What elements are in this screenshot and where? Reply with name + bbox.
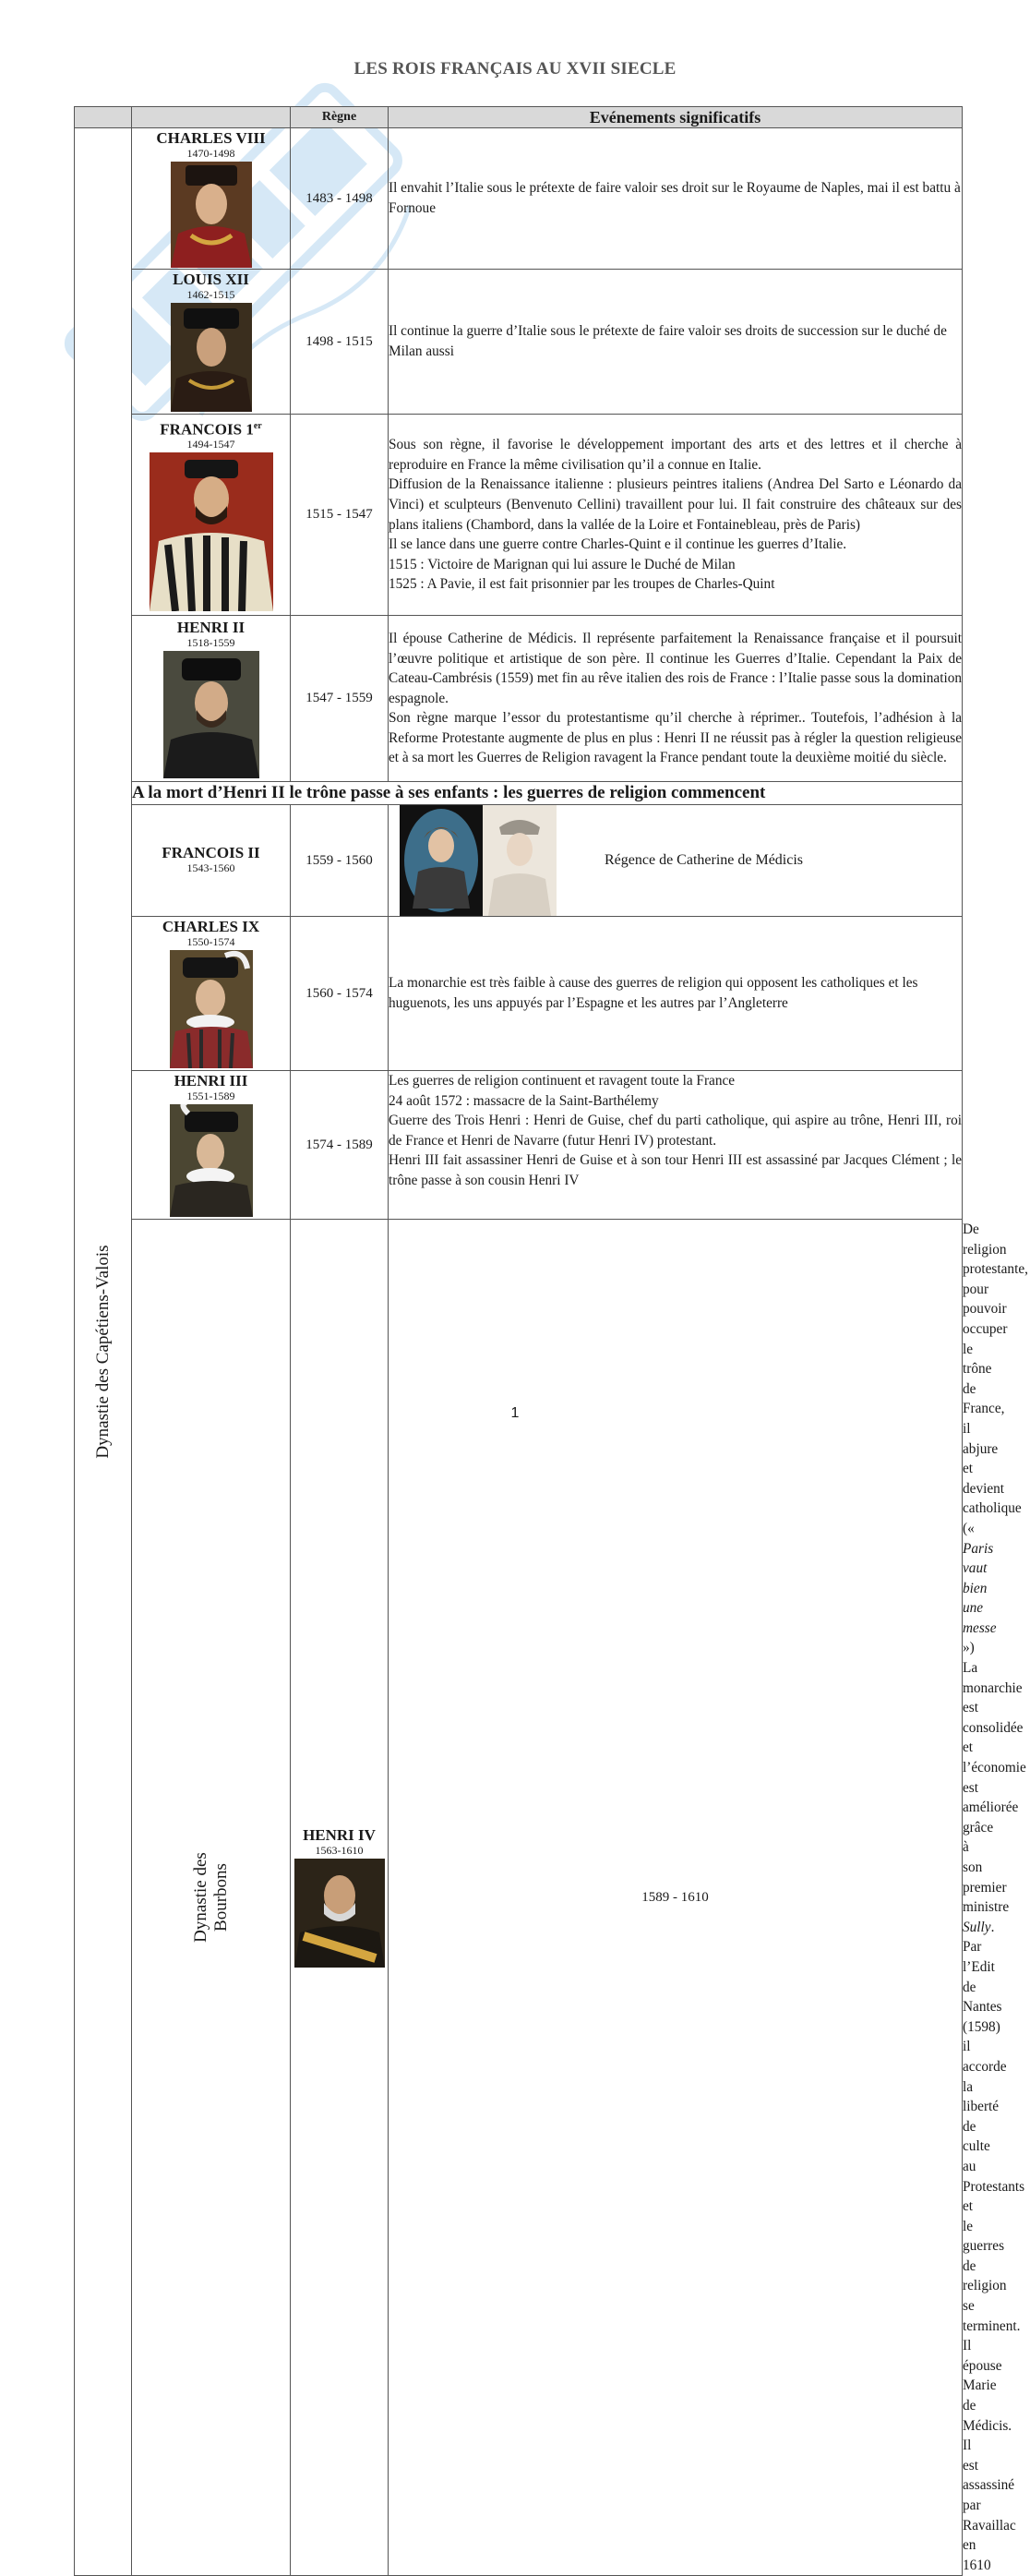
king-cell xyxy=(291,1220,389,2576)
table-row xyxy=(75,128,963,270)
event-text: Il épouse Catherine de Médicis. Il représente parfaitement la Renaissance française et il poursuit l’œuvre politique et artistique de son père. Il continue les Guerres d’Italie. Cependant la Paix de Cateau-Cambrésis (1559) met fin au rêve italien des rois de France : l’Italie passe sous la domination espagnole. xyxy=(389,630,962,706)
king-cell xyxy=(132,1071,291,1220)
event-text: Il se lance dans une guerre contre Charles-Quint e il continue les guerres d’Italie. xyxy=(389,536,847,553)
king-dates: 1550-1574 xyxy=(186,935,235,948)
king-dates: 1462-1515 xyxy=(186,288,235,301)
page-title: LES ROIS FRANÇAIS AU XVII SIECLE xyxy=(353,59,677,78)
reign-years: 1560 - 1574 xyxy=(291,917,389,1071)
header-events: Evénements significatifs xyxy=(389,107,963,128)
event-text: Il envahit l’Italie sous le prétexte de faire valoir ses droit sur le Royaume de Naples, mai il est battu à Fornoue xyxy=(389,180,961,216)
header-regne: Règne xyxy=(291,107,389,128)
event-text: Son règne marque l’essor du protestantisme qu’il cherche à réprimer.. Toutefois, l’adhésion à la Reforme Protestante augmente de plus en plus : Henri II ne réussit pas à régler la question religieuse et à sa mort les Guerres de Religion ravagent la France pendant toute la deuxième moitié du siècle. xyxy=(389,710,962,766)
events-cell xyxy=(389,616,963,782)
portrait-image xyxy=(294,1859,385,1968)
king-dates: 1470-1498 xyxy=(186,146,235,160)
portrait-image xyxy=(171,162,252,268)
dynasty-bourbons-cell xyxy=(132,1220,291,2576)
religion-wars-banner: A la mort d’Henri II le trône passe à ses enfants : les guerres de religion commencent xyxy=(132,782,963,805)
events-cell xyxy=(389,270,963,415)
francois-ii-portrait-image xyxy=(483,805,557,916)
table-row: Dynastie des Bourbons HENRI IV 1563-1610 1589 - 1610 De religion protestante, pour pouvoir occuper le trône de France, il abjure et devient catholique (« Paris vaut bien une messe ») La monarchie est consolidée et l’économie est améliorée grâce à son premier ministre Sully. Par l’Edit de Nantes (1598) il accorde la liberté de culte au Protestants et le guerres de religion se terminent. Il épouse Marie de Médicis. Il est assassiné par Ravaillac en 1610 xyxy=(75,1220,963,2576)
dynasty-valois-cell xyxy=(75,128,132,2576)
reign-years: 1589 - 1610 xyxy=(389,1220,963,2576)
portrait-image xyxy=(163,651,259,778)
king-cell xyxy=(132,917,291,1071)
page-number: 1 xyxy=(510,1405,520,1421)
portrait-image xyxy=(150,452,273,611)
king-name: CHARLES VIII xyxy=(156,128,266,147)
king-dates: 1563-1610 xyxy=(315,1844,364,1858)
king-dates: 1543-1560 xyxy=(186,861,235,874)
king-cell xyxy=(132,805,291,917)
table-row xyxy=(75,270,963,415)
reign-years: 1574 - 1589 xyxy=(291,1071,389,1220)
table-row xyxy=(75,616,963,782)
king-name: HENRI II xyxy=(176,618,246,636)
regence-label: Régence de Catherine de Médicis xyxy=(605,852,804,868)
table-row xyxy=(75,917,963,1071)
king-dates: 1551-1589 xyxy=(186,1089,235,1102)
table-row xyxy=(75,782,963,805)
reign-years: 1498 - 1515 xyxy=(291,270,389,415)
reign-years: 1483 - 1498 xyxy=(291,128,389,270)
events-cell xyxy=(389,415,963,616)
event-text: Diffusion de la Renaissance italienne : plusieurs peintres italiens (Andrea Del Sarto e Léonardo da Vinci) et sculpteurs (Benvenuto Cellini) travaillent pour lui. Il fait construire des châteaux sur des plans italiens (Chambord, dans la vallée de la Loire et Fontainebleau, près de Paris) xyxy=(389,476,962,533)
portrait-image xyxy=(170,1104,253,1217)
table-row xyxy=(75,805,963,917)
event-text: Henri III fait assassiner Henri de Guise et à son tour Henri III est assassiné par Jacques Clément ; le trône passe à son cousin Henri IV xyxy=(389,1152,962,1188)
king-cell xyxy=(132,415,291,616)
king-cell xyxy=(132,616,291,782)
king-name: HENRI IV xyxy=(303,1826,376,1845)
table-header xyxy=(75,107,963,128)
king-name: FRANCOIS II xyxy=(162,844,260,861)
dynasty-valois-label: Dynastie des Capétiens-Valois xyxy=(92,1245,113,1459)
king-name: LOUIS XII xyxy=(173,271,249,288)
portrait-image xyxy=(170,950,253,1068)
kings-table xyxy=(74,106,1028,2576)
reign-years: 1515 - 1547 xyxy=(291,415,389,616)
event-text: Les guerres de religion continuent et ravagent toute la France xyxy=(389,1073,736,1089)
table-row xyxy=(75,1071,963,1220)
event-text: Sous son règne, il favorise le développement important des arts et des lettres et il cherche à reproduire en France la même civilisation qu’il a connue en Italie. xyxy=(389,437,962,473)
event-text: Guerre des Trois Henri : Henri de Guise, chef du parti catholique, qui aspire au trône, Henri III, roi de France et Henri de Navarre (futur Henri IV) protestant. xyxy=(389,1113,962,1149)
king-dates: 1494-1547 xyxy=(186,438,235,451)
king-cell xyxy=(132,128,291,270)
event-text: 1515 : Victoire de Marignan qui lui assure le Duché de Milan xyxy=(389,556,736,572)
portrait-image xyxy=(171,303,252,412)
king-name: FRANCOIS 1er xyxy=(160,420,262,439)
king-name: HENRI III xyxy=(174,1072,248,1089)
events-cell xyxy=(389,1071,963,1220)
king-name: CHARLES IX xyxy=(162,918,260,935)
table-row xyxy=(75,415,963,616)
events-cell xyxy=(389,128,963,270)
king-dates: 1518-1559 xyxy=(186,635,235,649)
events-cell xyxy=(389,917,963,1071)
event-text: 24 août 1572 : massacre de la Saint-Barthélemy xyxy=(389,1092,659,1109)
events-cell xyxy=(389,805,963,917)
event-text: Il continue la guerre d’Italie sous le prétexte de faire valoir ses droits de succession sur le duché de Milan aussi xyxy=(389,323,947,359)
reign-years: 1547 - 1559 xyxy=(291,616,389,782)
event-text: La monarchie est très faible à cause des guerres de religion qui opposent les catholiques et les huguenots, les uns appuyés par l’Espagne et les autres par l’Angleterre xyxy=(389,975,918,1011)
event-text: 1525 : A Pavie, il est fait prisonnier par les troupes de Charles-Quint xyxy=(389,576,775,593)
dynasty-bourbons-label: Dynastie des Bourbons xyxy=(190,1852,231,1943)
reign-years: 1559 - 1560 xyxy=(291,805,389,917)
king-cell xyxy=(132,270,291,415)
catherine-portrait-image xyxy=(400,805,483,916)
